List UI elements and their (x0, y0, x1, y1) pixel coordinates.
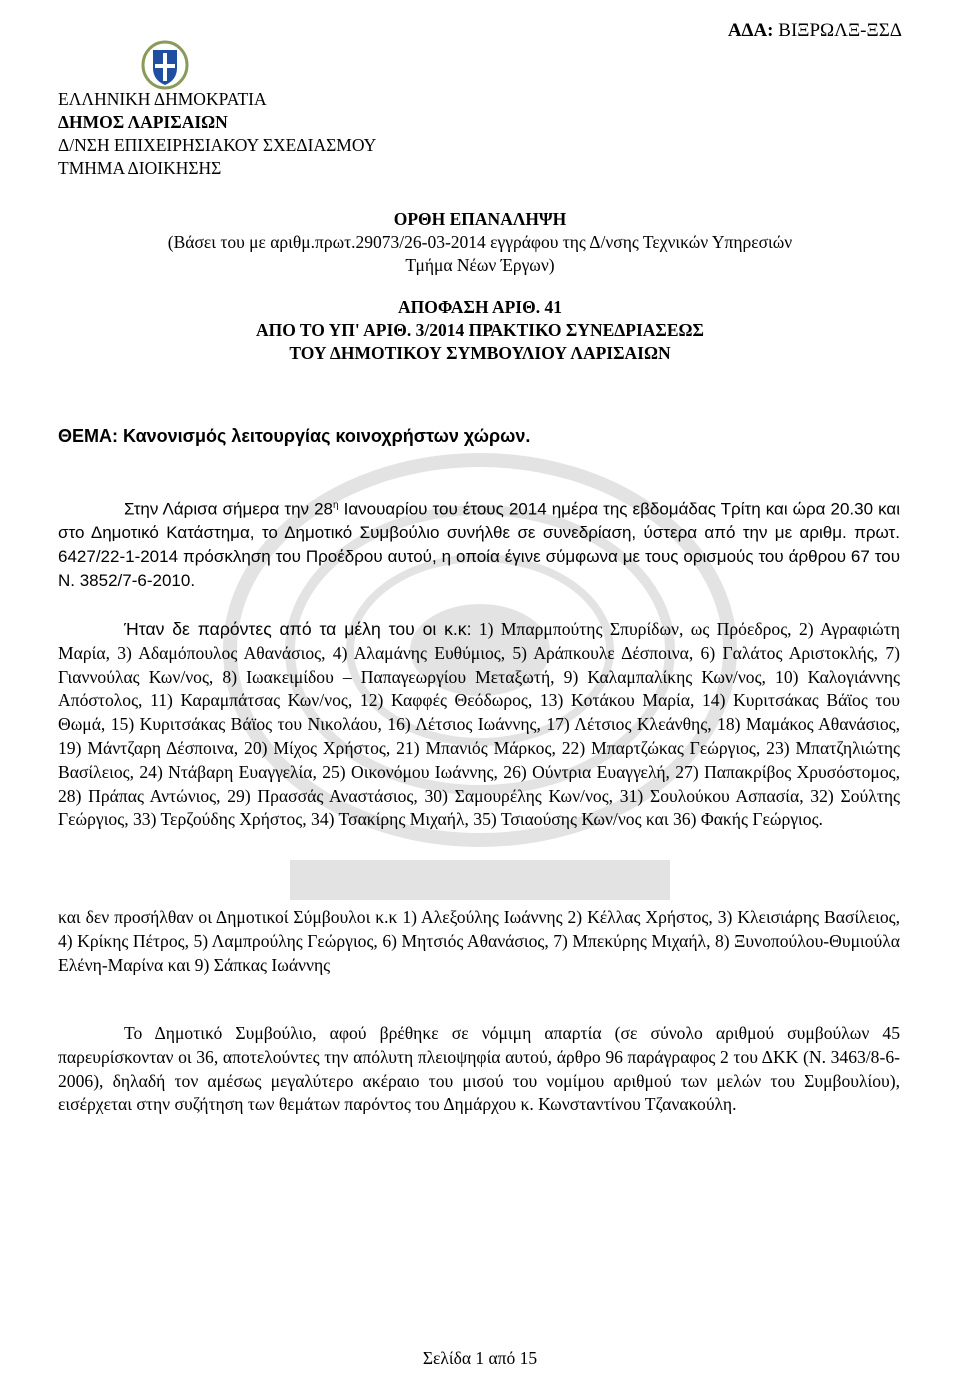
correction-reference-cont: Τμήμα Νέων Έργων) (405, 255, 555, 275)
greek-coat-of-arms-icon (140, 40, 190, 90)
decision-council: ΤΟΥ ΔΗΜΟΤΙΚΟΥ ΣΥΜΒΟΥΛΙΟΥ ΛΑΡΙΣΑΙΩΝ (289, 343, 671, 363)
correction-title: ΟΡΘΗ ΕΠΑΝΑΛΗΨΗ (393, 209, 567, 229)
correction-reference: (Βάσει του με αριθμ.πρωτ.29073/26-03-2014 εγγράφου της Δ/νσης Τεχνικών Υπηρεσιών (167, 232, 793, 252)
issuer-header (58, 88, 376, 180)
ada-code (728, 20, 902, 42)
session-date-text: Στην Λάρισα σήμερα την 28 (124, 499, 334, 519)
decision-block (0, 296, 960, 365)
page-number: Σελίδα 1 από 15 (422, 1348, 538, 1368)
session-paragraph (58, 494, 900, 593)
decision-number: ΑΠΟΦΑΣΗ ΑΡΙΘ. 41 (398, 297, 562, 317)
subject-line: ΘΕΜΑ: Κανονισμός λειτουργίας κοινοχρήστων χώρων. (58, 426, 531, 446)
header-directorate: Δ/ΝΣΗ ΕΠΙΧΕΙΡΗΣΙΑΚΟΥ ΣΧΕΔΙΑΣΜΟΥ (58, 135, 377, 155)
quorum-paragraph: Το Δημοτικό Συμβούλιο, αφού βρέθηκε σε νόμιμη απαρτία (σε σύνολο αριθμού συμβούλων 45 παρευρίσκονταν οι 36, αποτελούντες την απόλυτη πλειοψηφία αυτού, άρθρο 96 παράγραφος 2 του ΔΚΚ (Ν. 3463/8-6-2006), δηλαδή τον αμέσως μεγαλύτερο ακέραιο του μισού του νομίμου αριθμού των μελών του Συμβουλίου), εισέρχεται στην συζήτηση των θεμάτων παρόντος του Δημάρχου κ. Κωνσταντίνου Τζανακούλη. (58, 1023, 900, 1115)
ordinal-superscript: η (333, 500, 339, 511)
header-country: ΕΛΛΗΝΙΚΗ ΔΗΜΟΚΡΑΤΙΑ (58, 89, 267, 109)
session-details-text: Ιανουαρίου του έτους 2014 ημέρα της εβδομάδας Τρίτη και ώρα 20.30 και στο Δημοτικό Κατάστημα, το Δημοτικό Συμβούλιο συνήλθε σε συνεδρίαση, ύστερα από την με αριθμ. πρωτ. 6427/22-1-2014 πρόσκληση του Προέδρου αυτού, η οποία έγινε σύμφωνα με τους ορισμούς του άρθρου 67 του Ν. 3852/7-6-2010. (58, 499, 900, 591)
present-members-paragraph (58, 618, 900, 832)
ada-value: ΒΙΞΡΩΛΞ-ΞΣΔ (778, 20, 902, 41)
header-municipality: ΔΗΜΟΣ ΛΑΡΙΣΑΙΩΝ (58, 112, 228, 132)
present-members-lead: Ήταν δε παρόντες από τα μέλη του οι κ.κ: (124, 619, 472, 639)
ada-label: ΑΔΑ: (727, 20, 774, 41)
correction-block (0, 208, 960, 277)
header-department: ΤΜΗΜΑ ΔΙΟΙΚΗΣΗΣ (58, 158, 222, 178)
decision-minutes: ΑΠΟ ΤΟ ΥΠ' ΑΡΙΘ. 3/2014 ΠΡΑΚΤΙΚΟ ΣΥΝΕΔΡΙΑΣΕΩΣ (255, 320, 704, 340)
present-members-list: 1) Μπαρμπούτης Σπυρίδων, ως Πρόεδρος, 2) Αγραφιώτη Μαρία, 3) Αδαμόπουλος Αθανάσιος, 4) Αλαμάνης Ευθύμιος, 5) Αράπκουλε Δέσποινα, 6) Γαλάτος Αριστοκλής, 7) Γιαννούλας Κων/νος, 8) Ιωακειμίδου – Παπαγεωργίου Μεταξωτή, 9) Καλαμπαλίκης Κων/νος, 10) Καλογιάννης Απόστολος, 11) Καραμπάτσας Κων/νος, 12) Καφφές Θεόδωρος, 13) Κοτάκου Μαρία, 14) Κυριτσάκας Βάϊος του Θωμά, 15) Κυριτσάκας Βάϊος του Νικολάου, 16) Λέτσιος Ιωάννης, 17) Λέτσιος Κλεάνθης, 18) Μαμάκος Αθανάσιος, 19) Μάντζαρη Δέσποινα, 20) Μίχος Χρήστος, 21) Μπανιός Μάρκος, 22) Μπαρτζώκας Γεώργιος, 23) Μπατζηλιώτης Βασίλειος, 24) Ντάβαρη Ευαγγελία, 25) Οικονόμου Ιωάννης, 26) Ούντρια Ευαγγελή, 27) Παπακρίβος Χρυσόστομος, 28) Πράπας Αντώνιος, 29) Πρασσάς Αναστάσιος, 30) Σαμουρέλης Κων/νος, 31) Σουλούκου Ασπασία, 32) Σούλτης Γεώργιος, 33) Τερζούδης Χρήστος, 34) Τσακίρης Μιχαήλ, 35) Τσιαούσης Κων/νος και 36) Φακής Γεώργιος. (58, 619, 900, 830)
absent-members-paragraph: και δεν προσήλθαν οι Δημοτικοί Σύμβουλοι κ.κ 1) Αλεξούλης Ιωάννης 2) Κέλλας Χρήστος, 3) Κλεισιάρης Βασίλειος, 4) Κρίκης Πέτρος, 5) Λαμπρούλης Γεώργιος, 6) Μητσιός Αθανάσιος, 7) Μπεκύρης Μιχαήλ, 8) Ξυνοπούλου-Θυμιούλα Ελένη-Μαρίνα και 9) Σάπκας Ιωάννης (58, 907, 900, 975)
